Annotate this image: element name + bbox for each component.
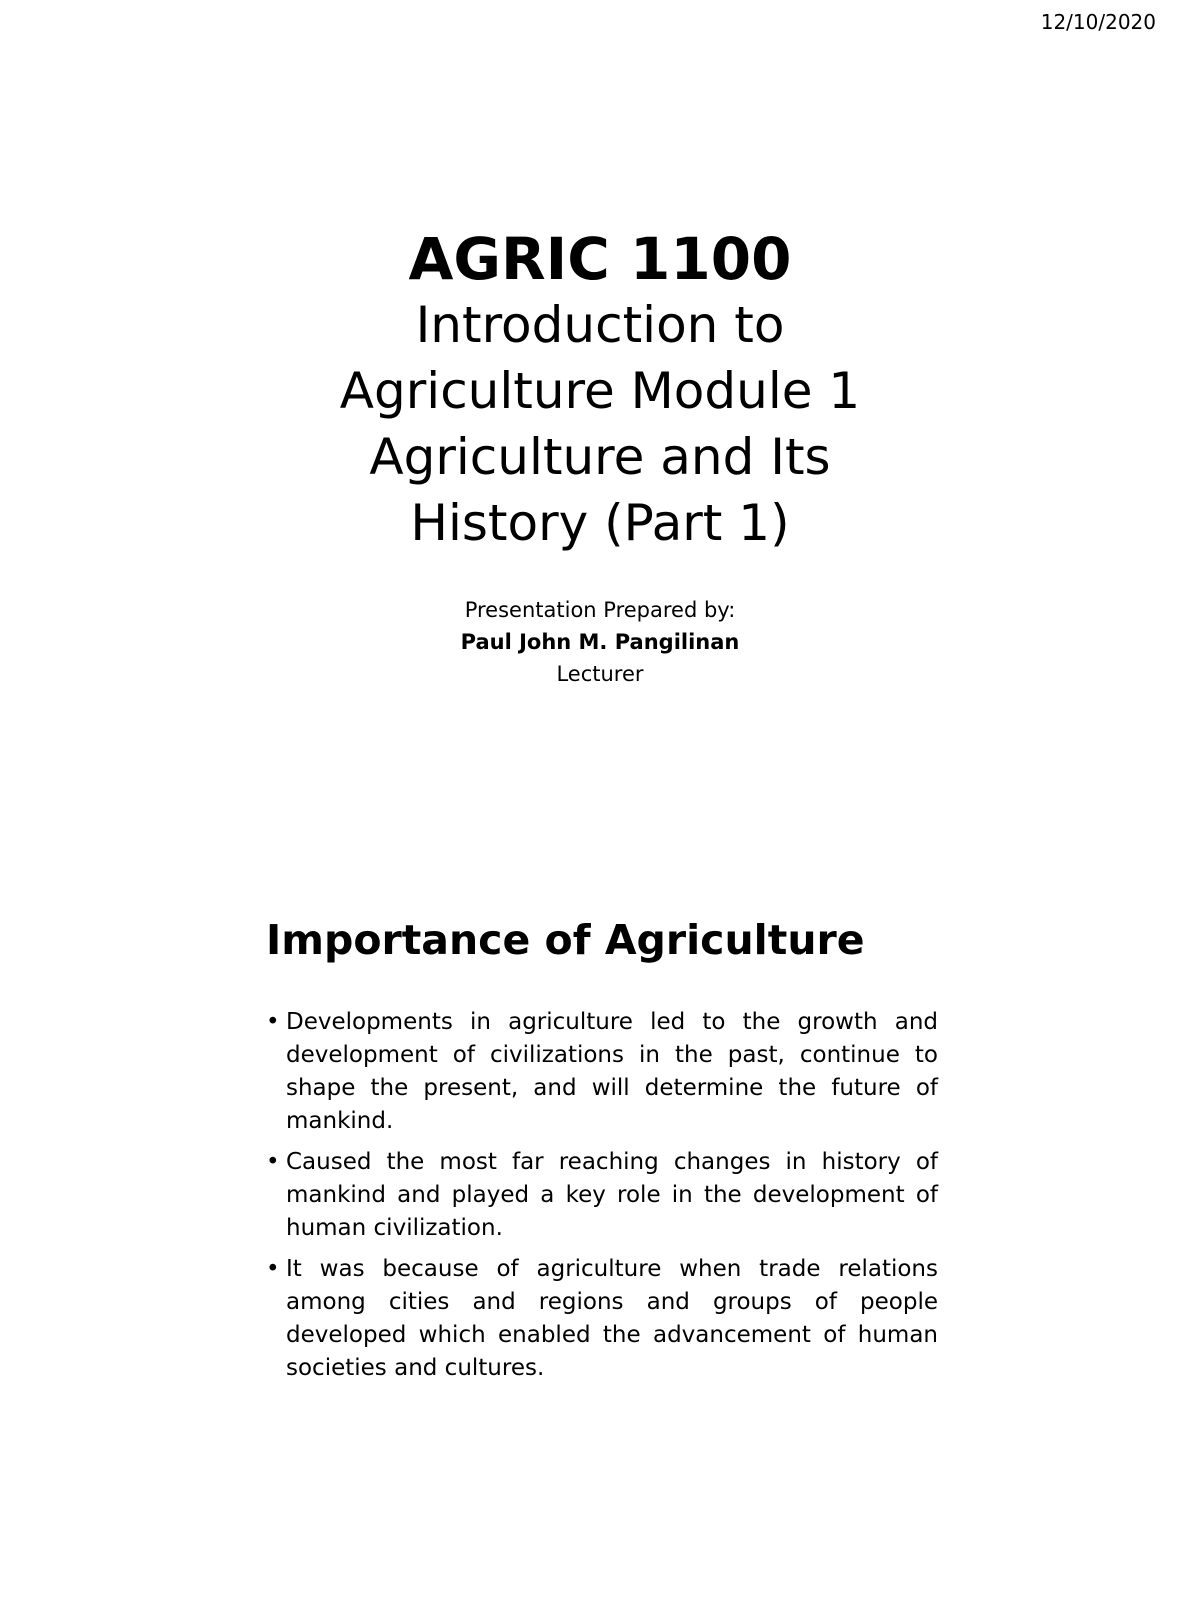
course-code: AGRIC 1100 xyxy=(408,225,792,293)
bullet-list xyxy=(266,1006,938,1385)
bullet-text: It was because of agriculture when trade relations among cities and regions and groups of people developed which enabled the advancement of human societies and cultures. xyxy=(286,1256,938,1381)
title-line-3: Agriculture and Its xyxy=(369,428,831,486)
prepared-by-label: Presentation Prepared by: xyxy=(464,598,736,622)
bullet-icon: • xyxy=(266,1256,280,1282)
author-role: Lecturer xyxy=(556,662,644,686)
page-date: 12/10/2020 xyxy=(1040,10,1156,34)
credits xyxy=(0,594,1200,690)
content-slide xyxy=(266,912,938,1393)
title-line-1: Introduction to xyxy=(415,296,785,354)
slide-heading: Importance of Agriculture xyxy=(266,916,865,964)
bullet-text: Caused the most far reaching changes in history of mankind and played a key role in the development of human civilization. xyxy=(286,1149,938,1241)
title-slide xyxy=(0,226,1200,690)
list-item xyxy=(266,1253,938,1385)
list-item xyxy=(266,1146,938,1245)
title-line-4: History (Part 1) xyxy=(410,494,790,552)
bullet-icon: • xyxy=(266,1149,280,1175)
bullet-text: Developments in agriculture led to the growth and development of civilizations in the past, continue to shape the present, and will determine the future of mankind. xyxy=(286,1009,938,1134)
list-item xyxy=(266,1006,938,1138)
author-name: Paul John M. Pangilinan xyxy=(460,630,740,654)
title-line-2: Agriculture Module 1 xyxy=(339,362,861,420)
bullet-icon: • xyxy=(266,1009,280,1035)
